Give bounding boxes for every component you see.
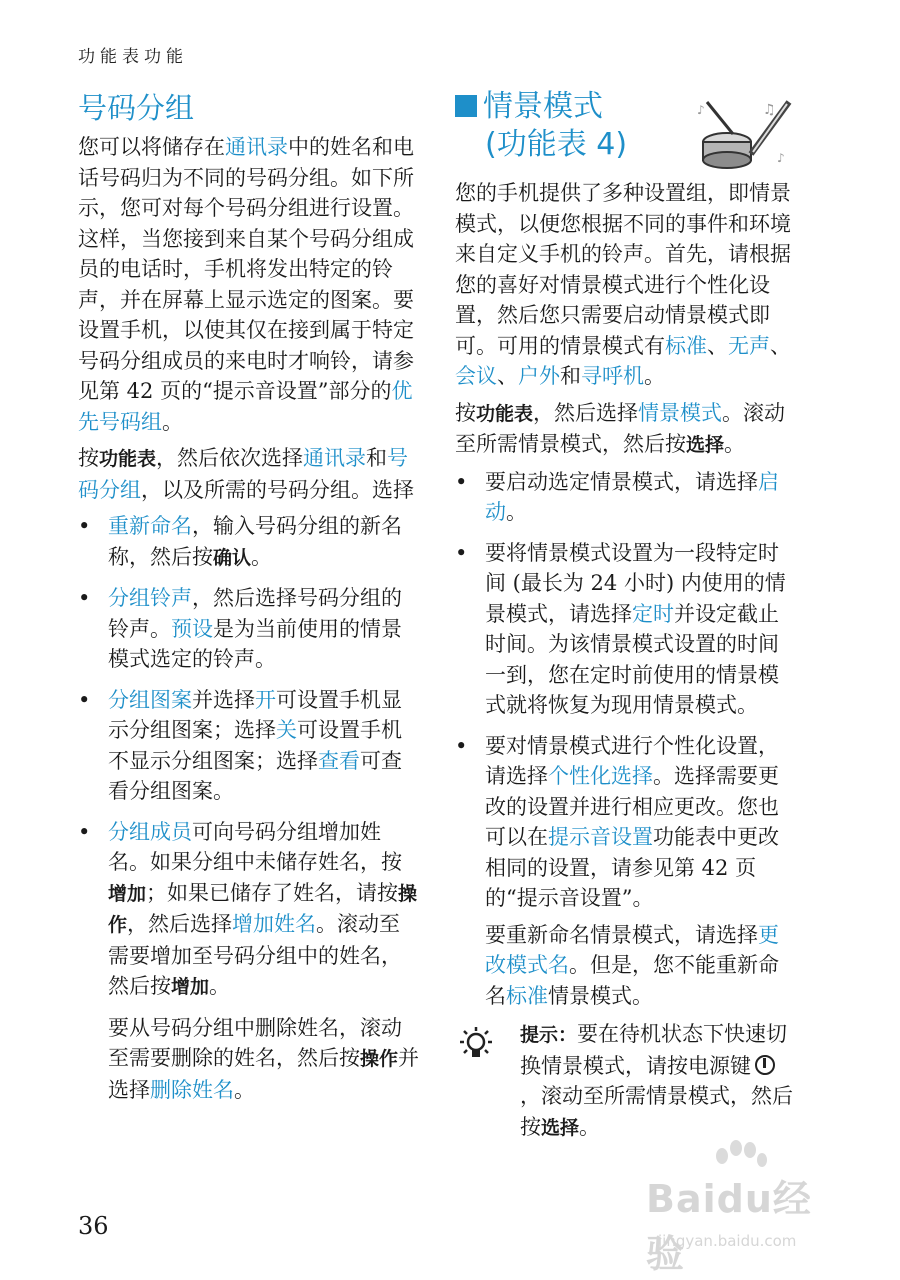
bullet: •: [455, 469, 468, 494]
key-term: 操作: [108, 882, 418, 936]
menu-term: 号码分组: [78, 446, 409, 502]
list-item-activate: [455, 467, 795, 528]
tip-text: [520, 1019, 795, 1143]
text: 情景模式。: [548, 983, 653, 1008]
text: 。: [209, 974, 231, 998]
tip-block: [455, 1019, 795, 1143]
list-item-group-logo: [78, 685, 420, 807]
text: 、: [770, 333, 791, 358]
text: 并设定截止时间。为该情景模式设置的时间一到，您在定时前使用的情景模式就将恢复为现用情景模式。: [485, 601, 779, 717]
text: ，然后选择: [533, 400, 639, 425]
page-number: 36: [78, 1212, 109, 1240]
menu-term: 删除姓名: [150, 1077, 234, 1102]
list-item-group-members: [78, 817, 420, 1003]
options-list: [78, 511, 420, 1003]
menu-term: 个性化选择: [548, 764, 653, 788]
key-term: 选择: [541, 1116, 580, 1139]
list-item-timed: [455, 538, 795, 721]
paragraph-rename-profile: [455, 920, 795, 1012]
paragraph-delete-name: [78, 1013, 420, 1106]
text: 并选择: [108, 1046, 420, 1102]
menu-term: 预设: [171, 616, 213, 641]
key-term: 增加: [108, 882, 147, 905]
text: ，然后依次选择: [156, 446, 304, 470]
menu-term: 标准: [506, 983, 548, 1008]
text: 。选择需要更改的设置并进行相应更改。您也可以在: [485, 764, 779, 849]
text: 中的姓名和电话号码归为不同的号码分组。如下所示，您可对每个号码分组进行设置。这样，当您接到来自某个号码分组成员的电话时，手机将发出特定的铃声，并在屏幕上显示选定的图案。要设置手机，以使其仅在接到属于特定号码分组成员的来电时才响铃，请参见第 42 页的“提示音设置”部分的: [78, 135, 414, 403]
menu-term: 标准: [665, 333, 707, 358]
text: 。滚动至需要增加至号码分组中的姓名，然后按: [108, 912, 402, 998]
bullet: •: [78, 586, 91, 610]
text: 功能表中更改相同的设置，请参见第 42 页的“提示音设置”。: [485, 825, 779, 910]
text: 和: [560, 364, 581, 388]
text: 。: [162, 409, 183, 434]
text: 可设置手机显示分组图案；选择: [108, 687, 402, 742]
profile-options-list: [455, 467, 795, 914]
text: 要重新命名情景模式，请选择: [485, 922, 758, 947]
text: ，然后选择号码分组的铃声。: [108, 586, 402, 641]
menu-term: 开: [255, 687, 276, 712]
text: 可向号码分组增加姓名。如果分组中未储存姓名，按: [108, 819, 402, 874]
text: 。: [724, 432, 746, 456]
paragraph-intro: [78, 132, 420, 437]
text: 、: [497, 364, 518, 388]
heading-square-icon: [455, 95, 477, 117]
profiles-heading-block: [455, 88, 795, 178]
menu-term: 提示音设置: [548, 825, 653, 849]
menu-term: 分组图案: [108, 687, 192, 712]
drum-instrument-icon: [693, 92, 795, 172]
left-column: [78, 88, 420, 1105]
menu-term: 分组成员: [108, 819, 192, 844]
tip-label: 提示：: [520, 1024, 578, 1046]
heading-line-2: (功能表 4): [485, 127, 628, 162]
bullet: •: [78, 514, 91, 538]
bullet: •: [455, 733, 468, 758]
menu-term: 增加姓名: [232, 912, 317, 936]
menu-term: 分组铃声: [108, 586, 192, 610]
bullet: •: [78, 687, 91, 712]
list-item-personalise: [455, 731, 795, 914]
text: 。: [506, 500, 527, 524]
paragraph-menu-path: [78, 443, 420, 505]
menu-term: 查看: [318, 748, 360, 773]
menu-term: 通讯录: [303, 446, 367, 470]
text: ，输入号码分组的新名称，然后按: [108, 514, 402, 569]
menu-term: 优先号码组: [78, 379, 413, 434]
bullet: •: [455, 540, 468, 565]
svg-text:♫: ♫: [763, 102, 776, 118]
svg-text:♪: ♪: [777, 151, 785, 165]
text: 。滚动至所需情景模式，然后按: [455, 400, 786, 456]
text: ，滚动至所需情景模式，然后按: [520, 1084, 793, 1139]
menu-term: 更改模式名: [485, 922, 779, 977]
text: 。: [251, 544, 273, 569]
key-term: 操作: [360, 1048, 399, 1070]
text: 您可以将储存在: [78, 135, 225, 159]
key-term: 功能表: [476, 402, 534, 425]
list-item-group-tone: [78, 583, 420, 675]
baidu-watermark: [640, 1140, 850, 1276]
text: 要对情景模式进行个性化设置，请选择: [485, 733, 779, 788]
menu-term: 寻呼机: [581, 364, 644, 388]
list-item-rename: [78, 511, 420, 573]
key-term: 选择: [686, 434, 725, 456]
text: 您的手机提供了多种设置组，即情景模式，以便您根据不同的事件和环境来自定义手机的铃声。首先，请根据您的喜好对情景模式进行个性化设置，然后您只需要启动情景模式即可。可用的情景模式有: [455, 181, 791, 358]
watermark-url: jingyan.baidu.com: [658, 1232, 797, 1250]
section-heading-number-groups: 号码分组: [78, 91, 195, 125]
text: 。但是，您不能重新命名: [485, 953, 779, 1008]
key-term: 增加: [171, 976, 210, 998]
menu-term: 通讯录: [225, 135, 288, 159]
lightbulb-icon: [455, 1025, 497, 1065]
menu-term: 户外: [518, 364, 560, 388]
text: 是为当前使用的情景模式选定的铃声。: [108, 616, 402, 671]
menu-term: 重新命名: [108, 514, 192, 538]
text: 和: [366, 446, 388, 470]
text: 要从号码分组中删除姓名，滚动至需要删除的姓名，然后按: [108, 1015, 402, 1070]
text: ，然后选择: [127, 912, 233, 936]
watermark-logo: Baidu经验: [646, 1177, 812, 1276]
text: 按: [78, 446, 99, 470]
text: 可设置手机不显示分组图案；选择: [108, 718, 402, 773]
key-term: 功能表: [99, 448, 157, 470]
svg-text:♪: ♪: [697, 103, 705, 117]
right-column: [455, 88, 795, 1143]
key-term: 确认: [213, 546, 252, 569]
menu-term: 无声: [728, 333, 770, 358]
text: ，以及所需的号码分组。选择: [141, 477, 414, 502]
running-head: 功能表功能: [78, 47, 188, 67]
menu-term: 启动: [485, 469, 779, 524]
text: 按: [455, 400, 476, 425]
text: 。: [579, 1114, 601, 1139]
menu-term: 定时: [632, 601, 674, 626]
text: 。: [644, 364, 665, 388]
heading-line-1: 情景模式: [483, 89, 603, 124]
power-key-icon: [755, 1055, 775, 1075]
text: 要在待机状态下快速切换情景模式，请按电源键: [520, 1022, 788, 1078]
text: 可查看分组图案。: [108, 748, 402, 803]
menu-term: 情景模式: [638, 400, 723, 425]
text: 、: [707, 333, 728, 358]
paragraph-profiles-intro: [455, 178, 795, 392]
menu-term: 会议: [455, 364, 497, 388]
text: 要启动选定情景模式，请选择: [485, 469, 758, 494]
text: 并选择: [192, 687, 255, 712]
menu-term: 关: [276, 718, 297, 742]
paragraph-profiles-menu-path: [455, 398, 795, 461]
text: ；如果已储存了姓名，请按: [146, 880, 399, 905]
text: 要将情景模式设置为一段特定时间 (最长为 24 小时) 内使用的情景模式，请选择: [485, 540, 786, 626]
text: 。: [234, 1077, 255, 1102]
bullet: •: [78, 819, 91, 844]
